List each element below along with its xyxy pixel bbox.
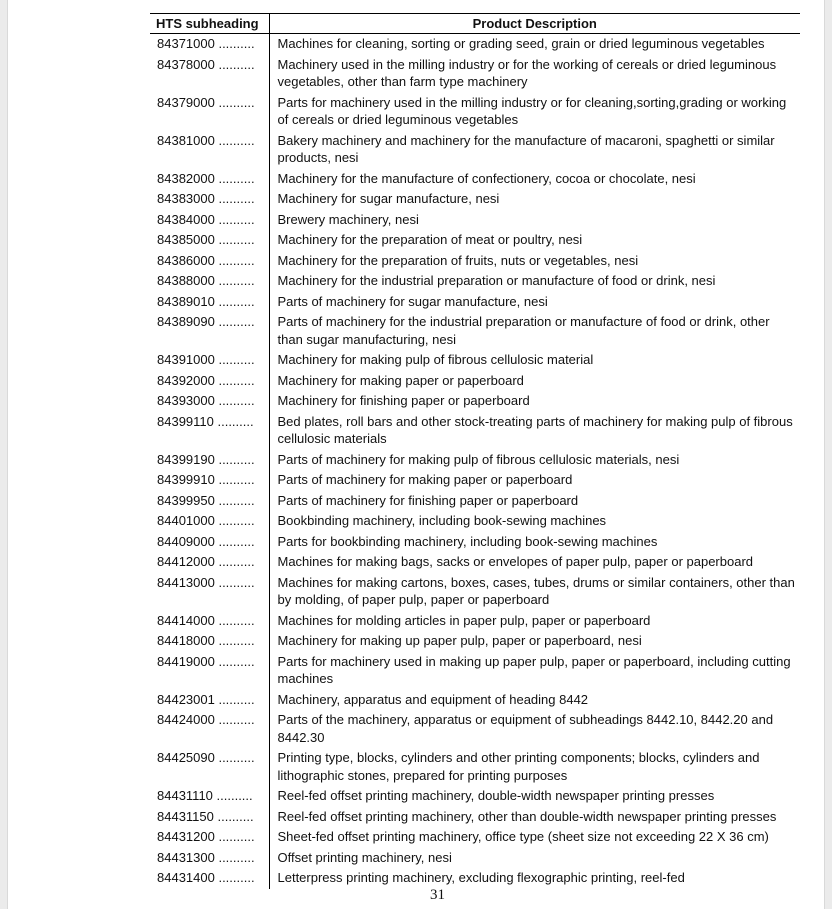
table-row [150,848,800,869]
product-description-cell: Machinery for finishing paper or paperboard [277,393,530,408]
hts-code-cell: 84385000 .......... [150,230,269,251]
product-description-cell: Machinery, apparatus and equipment of heading 8442 [277,691,589,707]
product-description-cell: Sheet-fed offset printing machinery, office type (sheet size not exceeding 22 X 36 cm) [277,829,769,844]
product-description-cell: Machinery used in the milling industry or for the working of cereals or dried leguminous vegetables, other than farm type machinery [277,56,777,89]
product-description-cell: Machinery for making up paper pulp, paper or paperboard, nesi [277,633,642,648]
hts-code-cell: 84399110 .......... [150,412,269,450]
hts-code-cell: 84431300 .......... [150,848,269,869]
hts-code-cell: 84419000 .......... [150,652,269,690]
table-row [150,652,800,690]
hts-code-cell: 84381000 .......... [150,131,269,169]
table-header [150,14,800,34]
hts-code-cell: 84389010 .......... [150,292,269,313]
table-row [150,611,800,632]
table-row [150,827,800,848]
table-row [150,511,800,532]
product-description-cell: Reel-fed offset printing machinery, double-width newspaper printing presses [277,788,715,803]
table-row [150,131,800,169]
product-description-cell: Machinery for making paper or paperboard [277,372,524,388]
hts-code-cell: 84386000 .......... [150,251,269,272]
hts-code-cell: 84383000 .......... [150,189,269,210]
table-row [150,230,800,251]
product-description-cell: Parts of machinery for making pulp of fibrous cellulosic materials, nesi [277,451,680,467]
table-row [150,93,800,131]
table-row [150,210,800,231]
header-product-description: Product Description [269,14,800,34]
table-row [150,251,800,272]
table-row [150,868,800,889]
product-description-cell: Machinery for the industrial preparation or manufacture of food or drink, nesi [277,273,716,288]
hts-code-cell: 84431200 .......... [150,827,269,848]
hts-code-cell: 84391000 .......... [150,350,269,371]
hts-code-cell: 84401000 .......... [150,511,269,532]
product-description-cell: Machines for making bags, sacks or envelopes of paper pulp, paper or paperboard [277,554,754,569]
hts-code-cell: 84388000 .......... [150,271,269,292]
table-row [150,34,800,55]
hts-product-table [150,13,800,889]
table-row [150,690,800,711]
table-row [150,491,800,512]
table-row [150,391,800,412]
product-description-cell: Machinery for the preparation of meat or poultry, nesi [277,232,583,247]
product-description-cell: Machinery for sugar manufacture, nesi [277,191,500,206]
table-row [150,312,800,350]
hts-code-cell: 84431110 .......... [150,786,269,807]
header-hts-subheading: HTS subheading [150,14,269,34]
table-row [150,470,800,491]
table-row [150,710,800,748]
table-row [150,292,800,313]
hts-code-cell: 84379000 .......... [150,93,269,131]
product-description-cell: Parts for machinery used in making up paper pulp, paper or paperboard, including cutting machines [277,653,791,686]
table-row [150,631,800,652]
hts-code-cell: 84389090 .......... [150,312,269,350]
table-row [150,532,800,553]
product-description-cell: Machinery for the preparation of fruits, nuts or vegetables, nesi [277,252,639,268]
hts-code-cell: 84399950 .......... [150,491,269,512]
product-description-cell: Letterpress printing machinery, excluding flexographic printing, reel-fed [277,870,685,885]
product-description-cell: Brewery machinery, nesi [277,211,419,227]
hts-code-cell: 84423001 .......... [150,690,269,711]
product-description-cell: Bakery machinery and machinery for the manufacture of macaroni, spaghetti or similar products, nesi [277,132,775,165]
table-row [150,169,800,190]
product-description-cell: Parts of machinery for the industrial preparation or manufacture of food or drink, other than sugar manufacturing, nesi [277,314,770,347]
hts-code-cell: 84392000 .......... [150,371,269,392]
hts-code-cell: 84412000 .......... [150,552,269,573]
table-row [150,807,800,828]
hts-code-cell: 84384000 .......... [150,210,269,231]
hts-code-cell: 84399910 .......... [150,470,269,491]
page-number: 31 [430,887,445,903]
table-row [150,748,800,786]
table-row [150,552,800,573]
product-description-cell: Offset printing machinery, nesi [277,849,452,865]
table-header-row [150,14,800,34]
hts-code-cell: 84431150 .......... [150,807,269,828]
product-description-cell: Bed plates, roll bars and other stock-treating parts of machinery for making pulp of fibrous cellulosic materials [277,413,793,446]
product-description-cell: Parts of machinery for making paper or paperboard [277,472,573,487]
product-description-cell: Parts for machinery used in the milling industry or for cleaning,sorting,grading or working of cereals or dried leguminous vegetables [277,94,787,127]
product-description-cell: Parts of the machinery, apparatus or equipment of subheadings 8442.10, 8442.20 and 8442.30 [277,712,774,745]
product-description-cell: Parts of machinery for sugar manufacture, nesi [277,293,548,309]
product-description-cell: Machinery for the manufacture of confectionery, cocoa or chocolate, nesi [277,170,696,186]
table-row [150,371,800,392]
hts-code-cell: 84424000 .......... [150,710,269,748]
table-row [150,189,800,210]
hts-code-cell: 84382000 .......... [150,169,269,190]
hts-code-cell: 84431400 .......... [150,868,269,889]
hts-code-cell: 84378000 .......... [150,55,269,93]
hts-code-cell: 84399190 .......... [150,450,269,471]
product-description-cell: Parts of machinery for finishing paper or paperboard [277,492,579,508]
product-description-cell: Parts for bookbinding machinery, including book-sewing machines [277,533,658,549]
product-description-cell: Machinery for making pulp of fibrous cellulosic material [277,352,594,367]
table-body [150,34,800,889]
table-row [150,271,800,292]
product-description-cell: Machines for molding articles in paper pulp, paper or paperboard [277,612,651,628]
hts-code-cell: 84418000 .......... [150,631,269,652]
hts-code-cell: 84425090 .......... [150,748,269,786]
hts-code-cell: 84413000 .......... [150,573,269,611]
table-row [150,55,800,93]
product-description-cell: Reel-fed offset printing machinery, other than double-width newspaper printing presses [277,808,777,824]
product-description-cell: Printing type, blocks, cylinders and other printing components; blocks, cylinders and lithographic stones, prepared for printing purposes [277,750,760,783]
hts-code-cell: 84371000 .......... [150,34,269,55]
product-description-cell: Bookbinding machinery, including book-sewing machines [277,513,607,528]
table-row [150,573,800,611]
product-description-cell: Machines for cleaning, sorting or grading seed, grain or dried leguminous vegetables [277,36,765,51]
table-row [150,350,800,371]
table-row [150,412,800,450]
hts-code-cell: 84414000 .......... [150,611,269,632]
hts-code-cell: 84393000 .......... [150,391,269,412]
table-row [150,450,800,471]
table-row [150,786,800,807]
hts-code-cell: 84409000 .......... [150,532,269,553]
product-description-cell: Machines for making cartons, boxes, cases, tubes, drums or similar containers, other than by molding, of paper pulp, paper or paperboard [277,574,795,607]
